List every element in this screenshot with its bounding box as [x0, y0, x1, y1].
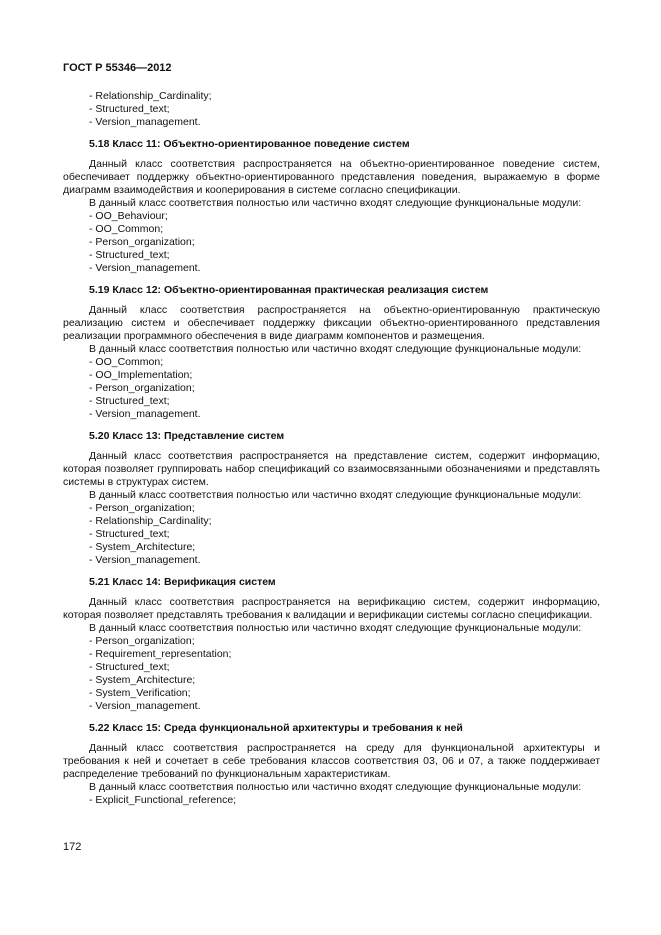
module-item: - System_Architecture; [63, 541, 600, 554]
document-header: ГОСТ Р 55346—2012 [63, 62, 172, 74]
module-item: - OO_Common; [63, 356, 600, 369]
module-item: - Version_management. [63, 700, 600, 713]
section-title: 5.22 Класс 15: Среда функциональной архитектуры и требования к ней [89, 722, 463, 734]
modules-intro: В данный класс соответствия полностью или частично входят следующие функциональные модули: [89, 197, 582, 209]
module-list [63, 794, 600, 807]
section-title: 5.20 Класс 13: Представление систем [89, 430, 285, 442]
module-item: - Version_management. [63, 116, 600, 129]
section-5-18 [63, 129, 600, 275]
module-item: - OO_Common; [63, 223, 600, 236]
module-item: - Person_organization; [63, 236, 600, 249]
module-item: - Version_management. [63, 262, 600, 275]
section-paragraph: Данный класс соответствия распространяется на среду для функциональной архитектуры и требования к ней и сочетает в себе требования классов соответствия 03, 06 и 07, а также поддерживает распределение требований по функциональным характеристикам. [63, 742, 600, 780]
section-5-20 [63, 421, 600, 567]
module-item: - Structured_text; [63, 103, 600, 116]
section-paragraph: Данный класс соответствия распространяется на представление систем, содержит информацию, которая позволяет группировать набор спецификаций со взаимосвязанными обозначениями и представлять системы в структурах систем. [63, 450, 600, 488]
module-item: - Structured_text; [63, 395, 600, 408]
section-title: 5.19 Класс 12: Объектно-ориентированная практическая реализация систем [89, 284, 489, 296]
module-item: - Person_organization; [63, 635, 600, 648]
section-title: 5.21 Класс 14: Верификация систем [89, 576, 276, 588]
module-item: - OO_Implementation; [63, 369, 600, 382]
module-item: - Version_management. [63, 554, 600, 567]
module-item: - Structured_text; [63, 249, 600, 262]
section-5-21 [63, 567, 600, 713]
section-title: 5.18 Класс 11: Объектно-ориентированное поведение систем [89, 138, 410, 150]
module-item: - Requirement_representation; [63, 648, 600, 661]
module-item: - OO_Behaviour; [63, 210, 600, 223]
module-list [63, 635, 600, 713]
module-item: - Version_management. [63, 408, 600, 421]
module-item: - Explicit_Functional_reference; [63, 794, 600, 807]
modules-intro: В данный класс соответствия полностью или частично входят следующие функциональные модули: [89, 343, 582, 355]
section-paragraph: Данный класс соответствия распространяется на верификацию систем, содержит информацию, которая позволяет представлять требования к валидации и верификации системы согласно спецификации. [63, 596, 600, 621]
module-list [63, 502, 600, 567]
section-paragraph: Данный класс соответствия распространяется на объектно-ориентированную практическую реализацию систем и обеспечивает поддержку фиксации объектно-ориентированного представления реализации программного обеспечения в виде диаграмм компонентов и размещения. [63, 304, 600, 342]
module-list [63, 210, 600, 275]
module-item: - Person_organization; [63, 382, 600, 395]
module-item: - Structured_text; [63, 661, 600, 674]
modules-intro: В данный класс соответствия полностью или частично входят следующие функциональные модули: [89, 622, 582, 634]
module-item: - Structured_text; [63, 528, 600, 541]
module-item: - Person_organization; [63, 502, 600, 515]
module-item: - Relationship_Cardinality; [63, 515, 600, 528]
modules-intro: В данный класс соответствия полностью или частично входят следующие функциональные модули: [89, 489, 582, 501]
page-number: 172 [63, 841, 82, 853]
page-content [63, 90, 600, 807]
section-5-22 [63, 713, 600, 807]
module-item: - System_Architecture; [63, 674, 600, 687]
module-item: - Relationship_Cardinality; [63, 90, 600, 103]
module-item: - System_Verification; [63, 687, 600, 700]
module-list [63, 90, 600, 129]
section-paragraph: Данный класс соответствия распространяется на объектно-ориентированное поведение систем, обеспечивает поддержку объектно-ориентированного представления поведения, выражаемую в форме диаграмм взаимодействия и кооперирования в системе согласно спецификации. [63, 158, 600, 196]
section-5-19 [63, 275, 600, 421]
module-list [63, 356, 600, 421]
modules-intro: В данный класс соответствия полностью или частично входят следующие функциональные модули: [89, 781, 582, 793]
